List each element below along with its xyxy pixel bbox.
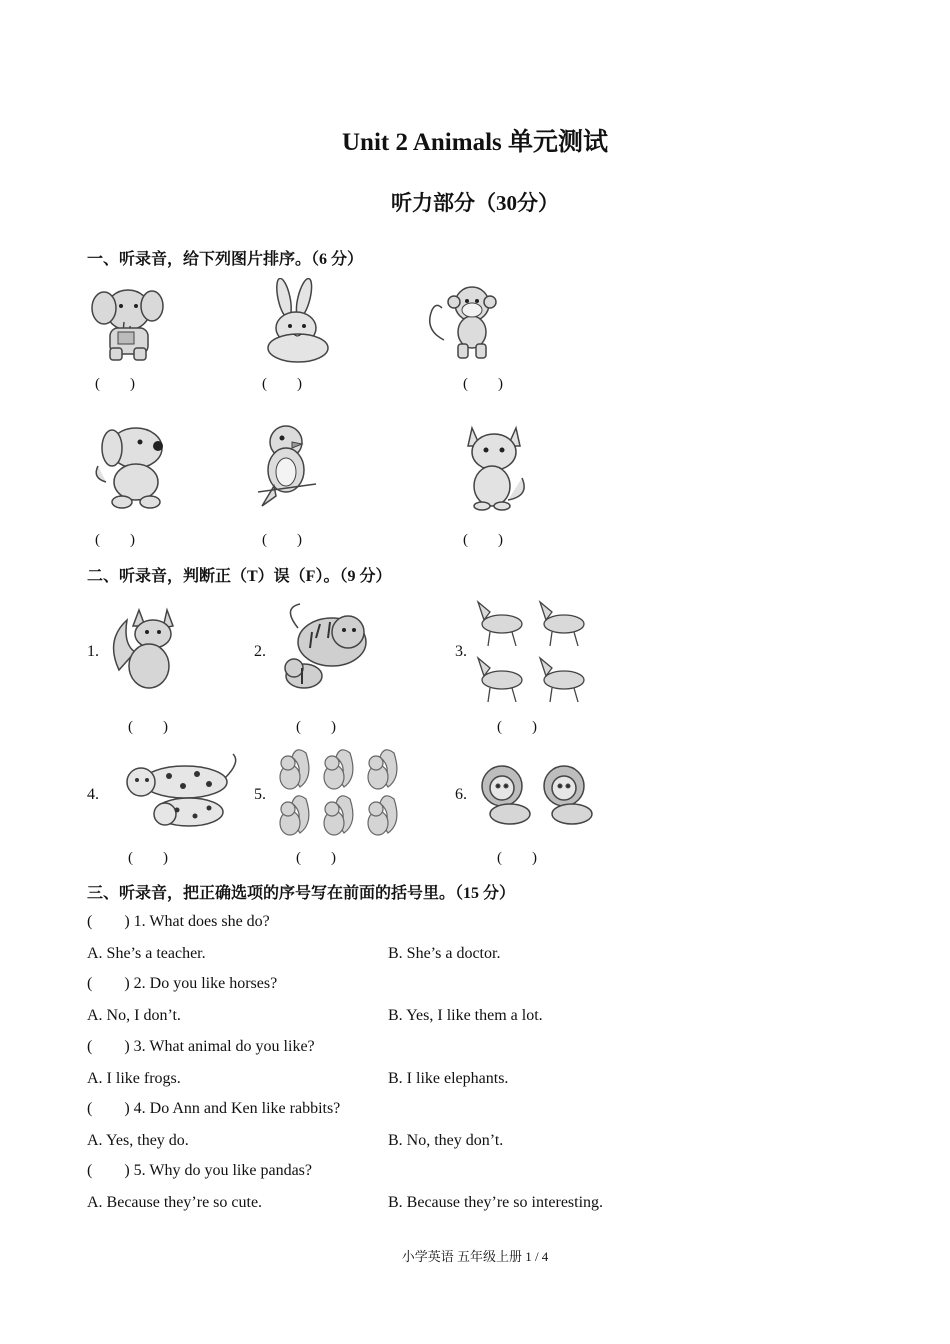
page-subtitle: 听力部分（30分） (391, 191, 559, 215)
option-b: B. Yes, I like them a lot. (388, 1007, 543, 1024)
answer-blank[interactable]: ( ) (95, 376, 135, 392)
answer-blank[interactable]: ( ) (262, 376, 302, 392)
question-prompt[interactable]: ( ) 4. Do Ann and Ken like rabbits? (87, 1100, 341, 1117)
tigers-icon (272, 598, 376, 698)
item-number: 1. (87, 643, 99, 660)
answer-blank[interactable]: ( ) (497, 719, 537, 735)
answer-blank[interactable]: ( ) (95, 532, 135, 548)
option-b: B. I like elephants. (388, 1070, 509, 1087)
option-a: A. No, I don’t. (87, 1007, 181, 1024)
section-1-heading: 一、听录音，给下列图片排序。（6 分） (87, 251, 364, 268)
option-b: B. Because they’re so interesting. (388, 1194, 604, 1211)
option-b: B. No, they don’t. (388, 1132, 504, 1149)
section-2-heading: 二、听录音，判断正（T）误（F）。（9 分） (87, 568, 392, 585)
fox-icon (105, 600, 185, 696)
answer-blank[interactable]: ( ) (296, 719, 336, 735)
question-prompt[interactable]: ( ) 3. What animal do you like? (87, 1038, 315, 1055)
option-b: B. She’s a doctor. (388, 945, 501, 962)
page-footer: 小学英语 五年级上册 1 / 4 (401, 1249, 549, 1264)
answer-blank[interactable]: ( ) (262, 532, 302, 548)
answer-blank[interactable]: ( ) (128, 719, 168, 735)
elephant-icon (88, 280, 166, 364)
rabbit-icon (254, 278, 340, 366)
question-prompt[interactable]: ( ) 5. Why do you like pandas? (87, 1162, 312, 1179)
item-number: 6. (455, 786, 467, 803)
horses-icon (472, 592, 600, 708)
section-3-heading: 三、听录音，把正确选项的序号写在前面的括号里。（15 分） (87, 885, 516, 902)
item-number: 2. (254, 643, 266, 660)
leopards-icon (105, 752, 243, 836)
item-number: 4. (87, 786, 99, 803)
answer-blank[interactable]: ( ) (463, 376, 503, 392)
page-title: Unit 2 Animals 单元测试 (341, 129, 608, 156)
answer-blank[interactable]: ( ) (296, 850, 336, 866)
answer-blank[interactable]: ( ) (463, 532, 503, 548)
bird-icon (254, 418, 320, 510)
lions-icon (476, 764, 600, 828)
monkey-icon (424, 280, 506, 362)
item-number: 5. (254, 786, 266, 803)
answer-blank[interactable]: ( ) (497, 850, 537, 866)
option-a: A. Because they’re so cute. (87, 1194, 263, 1211)
option-a: A. She’s a teacher. (87, 945, 206, 962)
option-a: A. Yes, they do. (87, 1132, 189, 1149)
dog-icon (86, 418, 176, 510)
squirrels-icon (272, 745, 408, 837)
answer-blank[interactable]: ( ) (128, 850, 168, 866)
question-prompt[interactable]: ( ) 2. Do you like horses? (87, 975, 278, 992)
option-a: A. I like frogs. (87, 1070, 181, 1087)
question-prompt[interactable]: ( ) 1. What does she do? (87, 913, 270, 930)
item-number: 3. (455, 643, 467, 660)
cat-icon (452, 416, 536, 512)
